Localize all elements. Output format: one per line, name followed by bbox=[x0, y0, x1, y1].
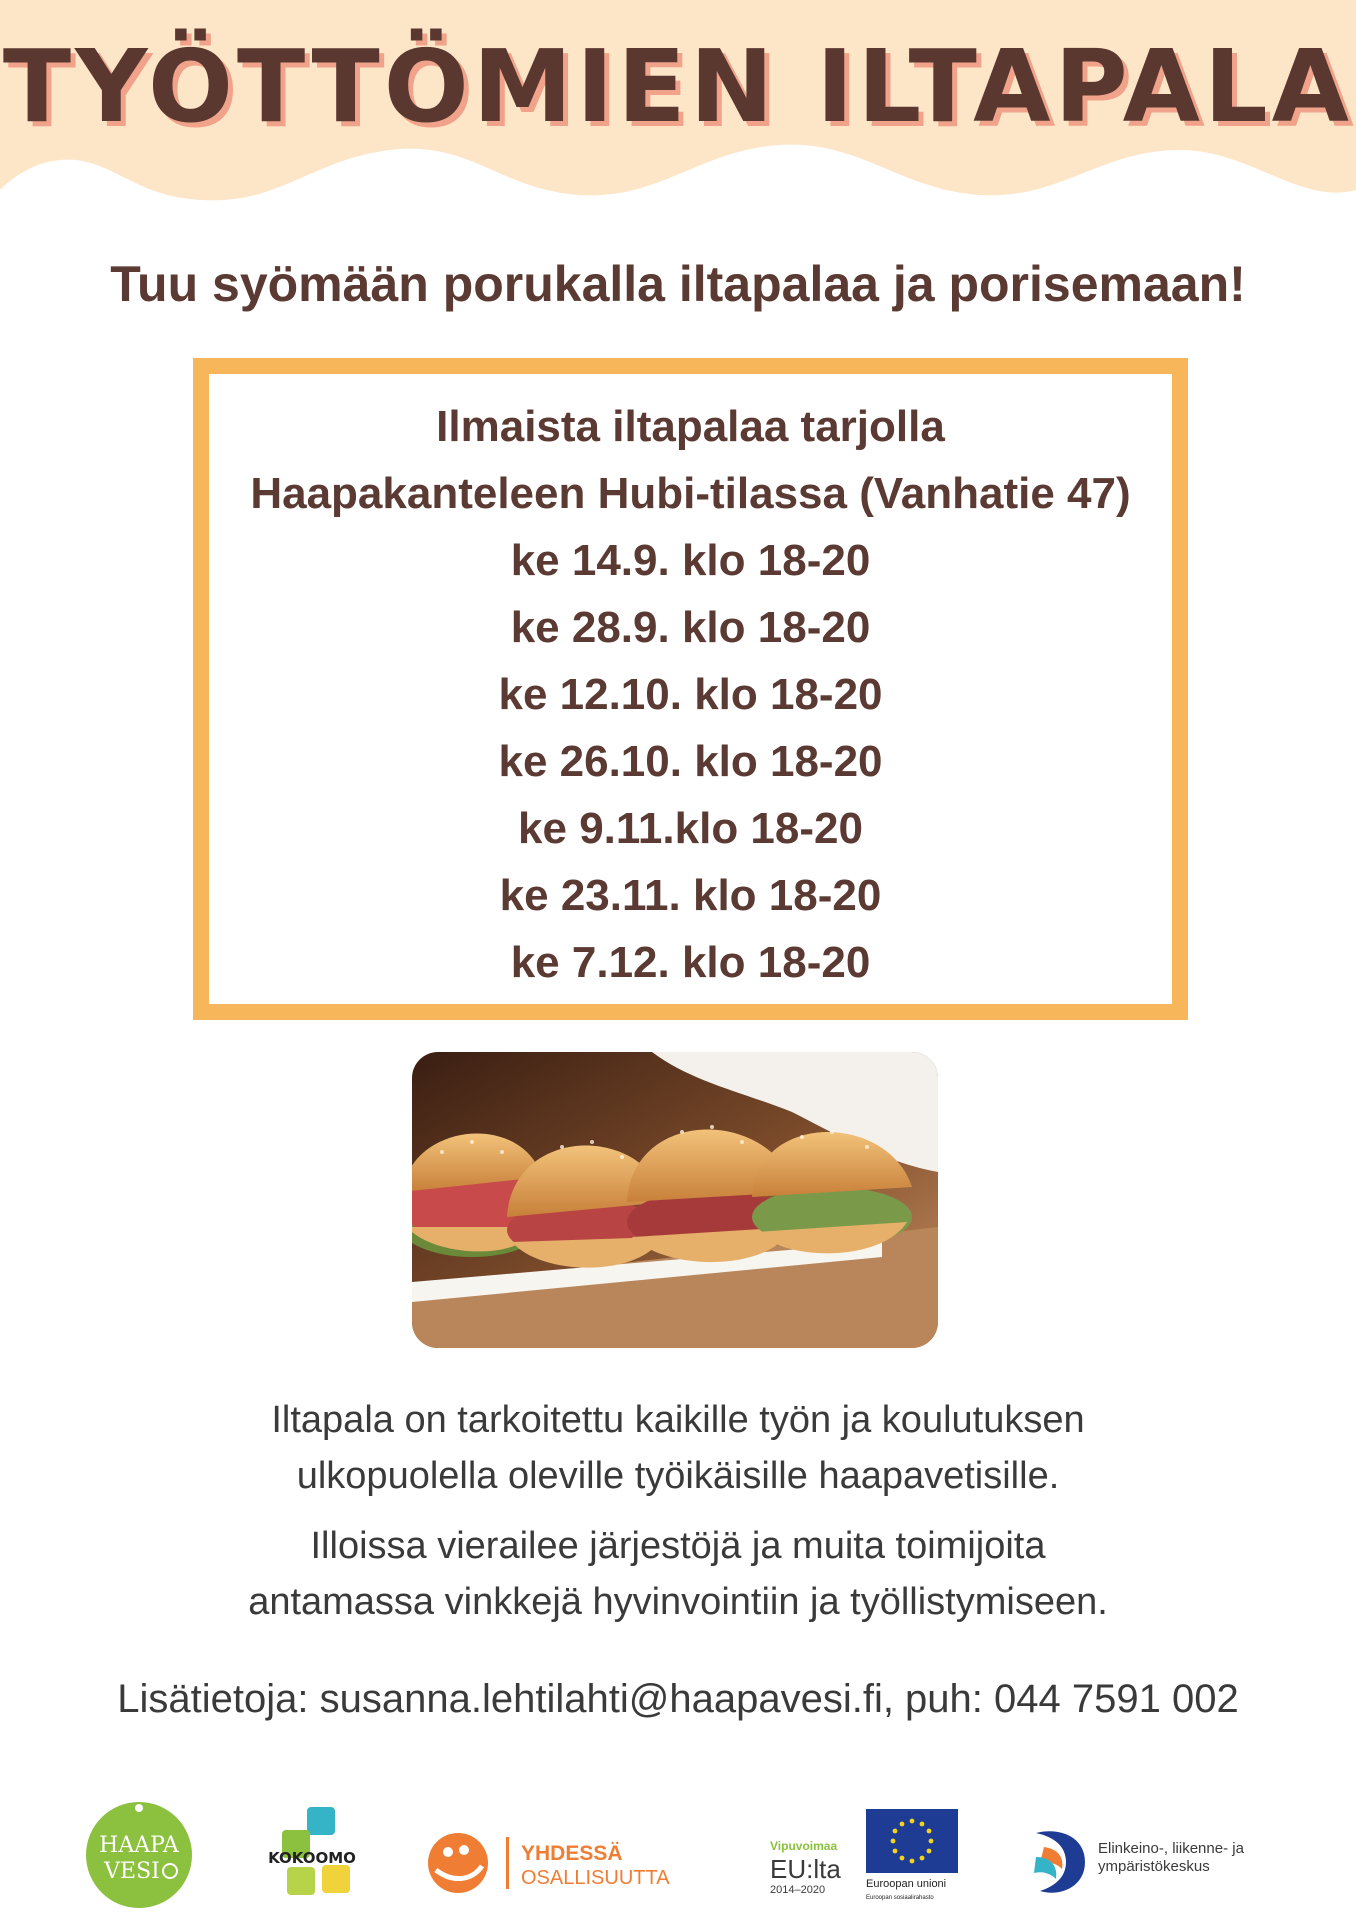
event-location: Haapakanteleen Hubi-tilassa (Vanhatie 47) bbox=[250, 469, 1131, 518]
event-date: ke 14.9. klo 18-20 bbox=[510, 536, 871, 585]
eu-flag-logo bbox=[864, 1807, 960, 1903]
event-date: ke 26.10. klo 18-20 bbox=[498, 737, 883, 786]
description-line: Iltapala on tarkoitettu kaikille työn ja koulutuksen bbox=[271, 1399, 1085, 1441]
ely-logo-text: ympäristökeskus bbox=[1098, 1858, 1210, 1875]
vipuvoimaa-text: EU:lta bbox=[770, 1854, 841, 1884]
eu-logo-text: Euroopan unioni bbox=[866, 1878, 947, 1890]
sandwich-photo bbox=[412, 1052, 938, 1348]
contact-info: Lisätietoja: susanna.lehtilahti@haapavesi.fi, puh: 044 7591 002 bbox=[117, 1677, 1239, 1721]
event-date: ke 28.9. klo 18-20 bbox=[510, 603, 871, 652]
event-date: ke 23.11. klo 18-20 bbox=[499, 871, 882, 920]
description-line: antamassa vinkkejä hyvinvointiin ja työllistymiseen. bbox=[248, 1581, 1108, 1623]
vipuvoimaa-text: 2014–2020 bbox=[770, 1884, 826, 1896]
yhdessa-logo-text: YHDESSÄ bbox=[521, 1842, 623, 1865]
yhdessa-logo-text: OSALLISUUTTA bbox=[521, 1867, 670, 1889]
haapavesi-logo-text: VESI bbox=[104, 1859, 160, 1884]
page-title: TYÖTTÖMIEN ILTAPALA bbox=[2, 28, 1354, 145]
description-line: ulkopuolella oleville työikäisille haapavetisille. bbox=[296, 1455, 1060, 1497]
eu-logo-text: Euroopan sosiaalirahasto bbox=[866, 1895, 934, 1901]
ely-logo-text: Elinkeino-, liikenne- ja bbox=[1098, 1840, 1244, 1857]
haapavesi-logo-text: HAAPA bbox=[99, 1833, 179, 1858]
vipuvoimaa-text: Vipuvoimaa bbox=[770, 1839, 838, 1853]
kokoomo-logo-text: KOKOOMO bbox=[268, 1849, 356, 1867]
description-line: Illoissa vierailee järjestöjä ja muita toimijoita bbox=[310, 1525, 1046, 1567]
event-date: ke 7.12. klo 18-20 bbox=[510, 938, 871, 987]
ely-keskus-logo bbox=[1030, 1827, 1260, 1897]
vipuvoimaa-logo bbox=[768, 1836, 864, 1896]
haapavesi-logo bbox=[84, 1800, 194, 1910]
yhdessa-osallisuutta-logo bbox=[426, 1832, 706, 1894]
event-date: ke 9.11.klo 18-20 bbox=[518, 804, 863, 853]
subtitle: Tuu syömään porukalla iltapalaa ja porisemaan! bbox=[110, 256, 1246, 312]
event-info-box bbox=[193, 358, 1188, 1020]
event-date: ke 12.10. klo 18-20 bbox=[498, 670, 883, 719]
kokoomo-logo bbox=[262, 1805, 367, 1905]
box-heading: Ilmaista iltapalaa tarjolla bbox=[436, 402, 945, 451]
